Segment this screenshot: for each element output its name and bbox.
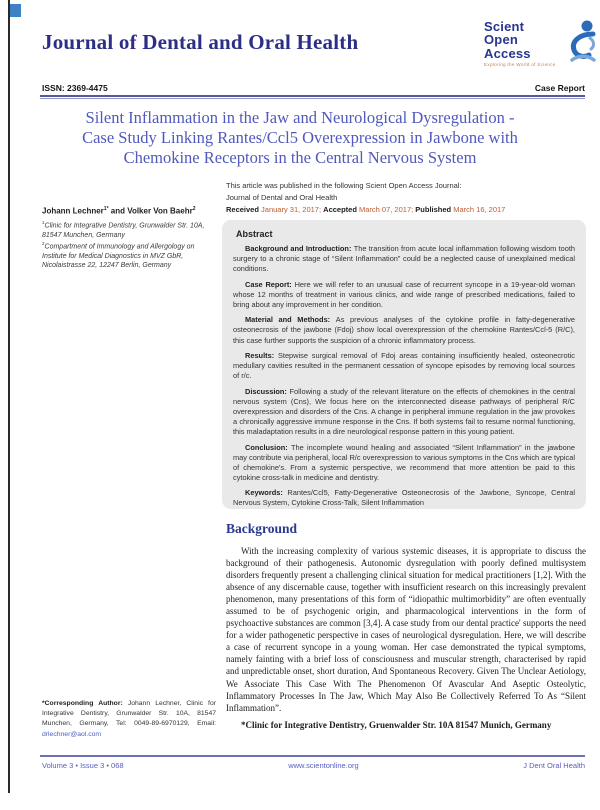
corresponding-author-label: *Corresponding Author: <box>42 700 128 707</box>
abstract-label-discussion: Discussion: <box>245 386 290 396</box>
footer-rule <box>40 755 585 757</box>
affiliation-1-marker: 1 <box>42 220 45 225</box>
clinic-address-line: *Clinic for Integrative Dentistry, Gruenwalder Str. 10A 81547 Munich, Germany <box>241 719 552 730</box>
author-names <box>42 206 214 216</box>
abstract-text-conclusion: The incomplete wound healing and associated “Silent Inflammation” in the jawbone may contribute via peripheral, local R/c overexpression to various symptoms in the Cns which are typical of chemokine's. From a systemic perspective, we recommend that more attention be paid to this cytokine cross-talk in medicine and dentistry. <box>233 442 575 482</box>
header-rule <box>40 95 585 99</box>
author-2-superscript: 2 <box>192 206 196 212</box>
affiliation-2-text: Compartment of Immunology and Allergology on Institute for Medical Diagnostics in MVZ GbR, Nicolaistrasse 22, 12247 Berlin, Germany <box>42 242 195 270</box>
logo-line-1: Scient <box>484 19 525 34</box>
logo-line-2: Open <box>484 32 519 48</box>
issn-label: ISSN: 2369-4475 <box>42 83 108 93</box>
publication-meta <box>226 180 588 216</box>
corresponding-author-note <box>42 699 216 740</box>
abstract-label-methods: Material and Methods: <box>245 315 336 325</box>
abstract-label-case-report: Case Report: <box>245 279 295 289</box>
affiliation-1 <box>42 220 216 241</box>
footer-journal-abbreviation: J Dent Oral Health <box>523 761 585 770</box>
journal-title: Journal of Dental and Oral Health <box>42 30 359 54</box>
abstract-paragraph-results <box>233 351 575 381</box>
accepted-label: Accepted <box>323 205 357 215</box>
published-label: Published <box>415 205 452 215</box>
affiliation-1-text: Clinic for Integrative Dentistry, Grunwalder Str. 10A, 81547 Munchen, Germany <box>42 222 205 239</box>
abstract-text-discussion: Following a study of the relevant literature on the effects of chemokines in the central nervous system (Cns), We focus here on the interconnected disease pathways of peripheral R/C overexpression and disorders of the Cns. A change in peripheral immune regulation in the jaw provokes a chronically aggressive immune response in the Cns. If both systems fail to resume normal functioning, this maladaptation results in a dire neurological response pattern in this young patient. <box>233 386 575 436</box>
logo-tagline: Exploring the World of Science <box>484 61 556 67</box>
abstract-paragraph-methods <box>233 315 575 345</box>
background-body: With the increasing complexity of various systemic diseases, it is appropriate to discuss the background of their pathogenesis. Autonomic dysregulation with poorly defined multisystem disorders frequently present a challenging clinical situation for medical practitioners [1,2]. With the absence of any discernable cause, together with insufficient research on this increasingly prevalent phenomenon, many presentations of this form of “idiopathic multimorbidity” are often eventually assumed to be of psychogenic origin, and pharmacological interventions in the form of psychoactive substances are common [3,4]. A case study from our dental practice' supports the need for a wider pathogenetic perspective in cases of neurological dysregulation. Here, we will describe a case of recurrent syncope in a young woman. Her case demonstrated the typical symptoms, namely fainting with a brief loss of consciousness and muscular strength, characterised by rapid and unpredictable onset, short duration, And Spontaneous Recovery. Given The Unclear Aetiology, We Associate This Case With The Phenomenon Of Avascular And Aseptic Osteolytic, Inflammatory Processes In The Jaw, Which May Also Be Collectively Referred To As “Silent Inflammation”. <box>226 546 586 713</box>
footer-website-link[interactable]: www.scientonline.org <box>288 761 359 770</box>
abstract-text-methods: As previous analyses of the cytokine profile in fatty-degenerative osteonecrosis of the jawbone (Fdoj) show local overexpression of the chemokine Rantes/Ccl-5 (R/C), this case further supports the suspicion of a chronic inflammatory process. <box>233 315 576 345</box>
background-section <box>226 521 586 730</box>
abstract-label-background: Background and Introduction: <box>245 244 354 253</box>
received-date: January 31, 2017; <box>258 205 324 215</box>
article-type-label: Case Report <box>534 83 585 93</box>
abstract-text-results: Stepwise surgical removal of Fdoj areas containing insufficiently healed, osteonecrotic medullary cavities resulted in the permanent cessation of syncope episodes by removing local sources of r/c. <box>233 351 575 381</box>
article-title-line-2: Case Study Linking Rantes/Ccl5 Overexpression in Jawbone with <box>82 127 518 147</box>
corresponding-author-email-link[interactable]: drlechner@aol.com <box>42 730 102 738</box>
author-1: Johann Lechner <box>42 206 104 216</box>
abstract-label-keywords: Keywords: <box>245 488 288 498</box>
article-title-line-3: Chemokine Receptors in the Central Nervous System <box>123 147 477 167</box>
corner-marker <box>10 4 21 17</box>
author-affiliations <box>42 220 216 271</box>
abstract-text-case-report: Here we will refer to an unusual case of recurrent syncope in a 19-year-old woman whose 12 months of treatment in various clinics, and wide range of prescribed medications, failed to bring about any improvement in her condition. <box>233 279 575 309</box>
abstract-paragraph-discussion <box>233 387 575 437</box>
abstract-heading: Abstract <box>236 229 273 239</box>
footer <box>42 761 585 770</box>
scient-open-access-logo <box>484 20 588 69</box>
article-title-line-1: Silent Inflammation in the Jaw and Neurological Dysregulation - <box>85 108 515 127</box>
author-joiner: and <box>108 206 128 216</box>
abstract-paragraph-keywords <box>233 488 575 508</box>
abstract-text-background: The transition from acute local inflammation following wisdom tooth surgery to a chronic stage of “Silent Inflammation” could be a neglected cause of unexplained medical conditions. <box>233 244 576 274</box>
abstract-paragraph-case-report <box>233 280 575 310</box>
header-rule-thin <box>40 98 585 99</box>
abstract-label-results: Results: <box>245 351 278 361</box>
abstract-text-keywords: Rantes/Ccl5, Fatty-Degenerative Osteonecrosis of the Jawbone, Syncope, Central Nervous System, Cytokine Cross-Talk, Silent Inflammation <box>233 488 575 508</box>
logo-text <box>484 20 556 69</box>
abstract-box <box>222 220 586 509</box>
issn-row <box>42 83 585 93</box>
meta-dates <box>226 204 588 216</box>
background-heading: Background <box>226 521 298 536</box>
abstract-paragraph-conclusion <box>233 443 575 483</box>
published-date: March 16, 2017 <box>451 205 506 215</box>
received-label: Received <box>226 205 259 215</box>
author-1-superscript: 1* <box>103 206 109 212</box>
published-note: This article was published in the following Scient Open Access Journal: <box>226 181 462 190</box>
affiliation-2 <box>42 241 216 271</box>
page-edge-line <box>8 0 10 793</box>
affiliation-2-marker: 2 <box>42 240 45 246</box>
runner-icon <box>560 18 600 69</box>
abstract-paragraph-background <box>233 244 575 274</box>
header-rule-thick <box>40 95 585 97</box>
article-title <box>58 108 542 167</box>
logo-line-3: Access <box>484 45 531 61</box>
abstract-label-conclusion: Conclusion: <box>245 442 291 452</box>
footer-volume-issue: Volume 3 • Issue 3 • 068 <box>42 761 124 770</box>
accepted-date: March 07, 2017; <box>356 205 416 215</box>
meta-journal-name: Journal of Dental and Oral Health <box>226 193 338 203</box>
author-2: Volker Von Baehr <box>127 206 193 216</box>
corresponding-author-text: Johann Lechner, Clinic for Integrative Dentistry, Grunwalder Str. 10A, 81547 Munchen, Germany, Tel: 0049-89-6970129, Email: <box>42 700 216 728</box>
